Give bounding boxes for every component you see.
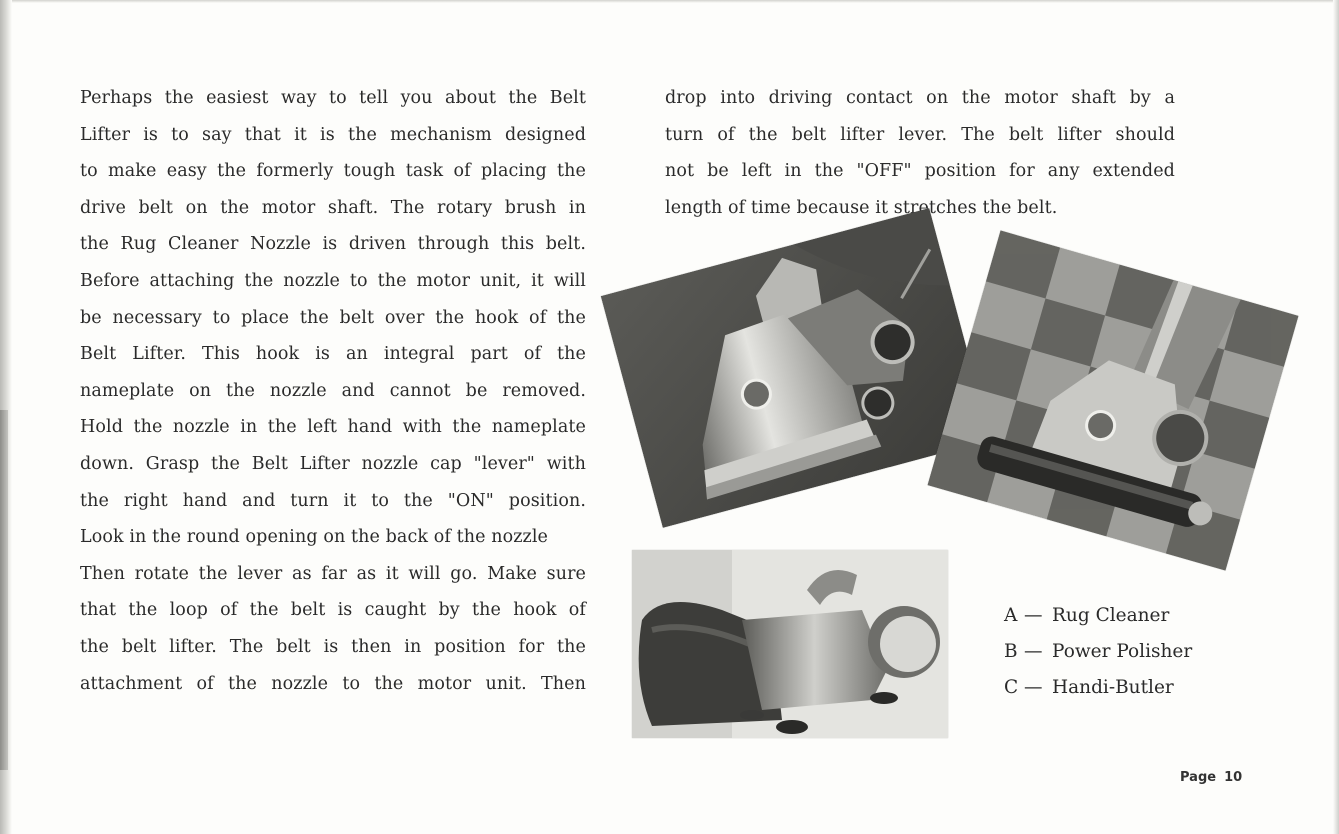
text-line: down. Grasp the Belt Lifter nozzle cap "lever" with [80,453,586,474]
text-line: that the loop of the belt is caught by the hook of [80,600,586,621]
page-number [1180,770,1242,785]
photo-handi-butler [632,550,948,738]
handi-butler-image [632,550,948,738]
text-line: the right hand and turn it to the "ON" position. [80,490,586,511]
caption-dash: — [1024,677,1043,698]
photo-captions [1004,598,1224,706]
text-line: Hold the nozzle in the left hand with the nameplate [80,417,586,438]
caption-a [1004,598,1224,634]
photo-power-polisher [927,230,1298,570]
text-line: drop into driving contact on the motor shaft by a [665,88,1175,108]
text-line: the belt lifter. The belt is then in position for the [80,636,586,657]
caption-c [1004,670,1224,706]
caption-letter: B [1004,641,1018,662]
text-line: to make easy the formerly tough task of placing the [80,161,586,182]
caption-text: Power Polisher [1052,641,1193,662]
text-line: Before attaching the nozzle to the motor unit, it will [80,270,586,291]
text-line: Perhaps the easiest way to tell you about the Belt [80,88,586,108]
caption-dash: — [1024,605,1043,626]
caption-letter: A [1004,605,1018,626]
text-line: nameplate on the nozzle and cannot be removed. [80,380,586,401]
caption-dash: — [1024,641,1043,662]
right-text-column [665,80,1175,226]
text-line: drive belt on the motor shaft. The rotary brush in [80,197,586,218]
page-number-value: 10 [1224,770,1243,785]
page-right-edge [1333,0,1339,834]
caption-text: Rug Cleaner [1052,605,1170,626]
text-line: not be left in the "OFF" position for any extended [665,161,1175,182]
text-line: Then rotate the lever as far as it will go. Make sure [80,563,586,584]
top-edge-shadow [0,0,1339,3]
text-line: turn of the belt lifter lever. The belt lifter should [665,124,1175,145]
text-line: Lifter is to say that it is the mechanism designed [80,124,586,145]
text-line: the Rug Cleaner Nozzle is driven through this belt. [80,234,586,255]
text-line: attachment of the nozzle to the motor unit. Then [80,673,586,694]
left-text-column [80,80,586,702]
text-line: Belt Lifter. This hook is an integral part of the [80,344,586,365]
text-line: length of time because it stretches the belt. [665,197,1058,218]
text-line: be necessary to place the belt over the hook of the [80,307,586,328]
caption-text: Handi-Butler [1052,677,1174,698]
text-line: Look in the round opening on the back of the nozzle [80,527,549,548]
caption-b [1004,634,1224,670]
caption-letter: C [1004,677,1019,698]
page-word: Page [1180,770,1217,785]
power-polisher-image [927,230,1298,570]
page-left-edge-shadow [0,410,8,770]
